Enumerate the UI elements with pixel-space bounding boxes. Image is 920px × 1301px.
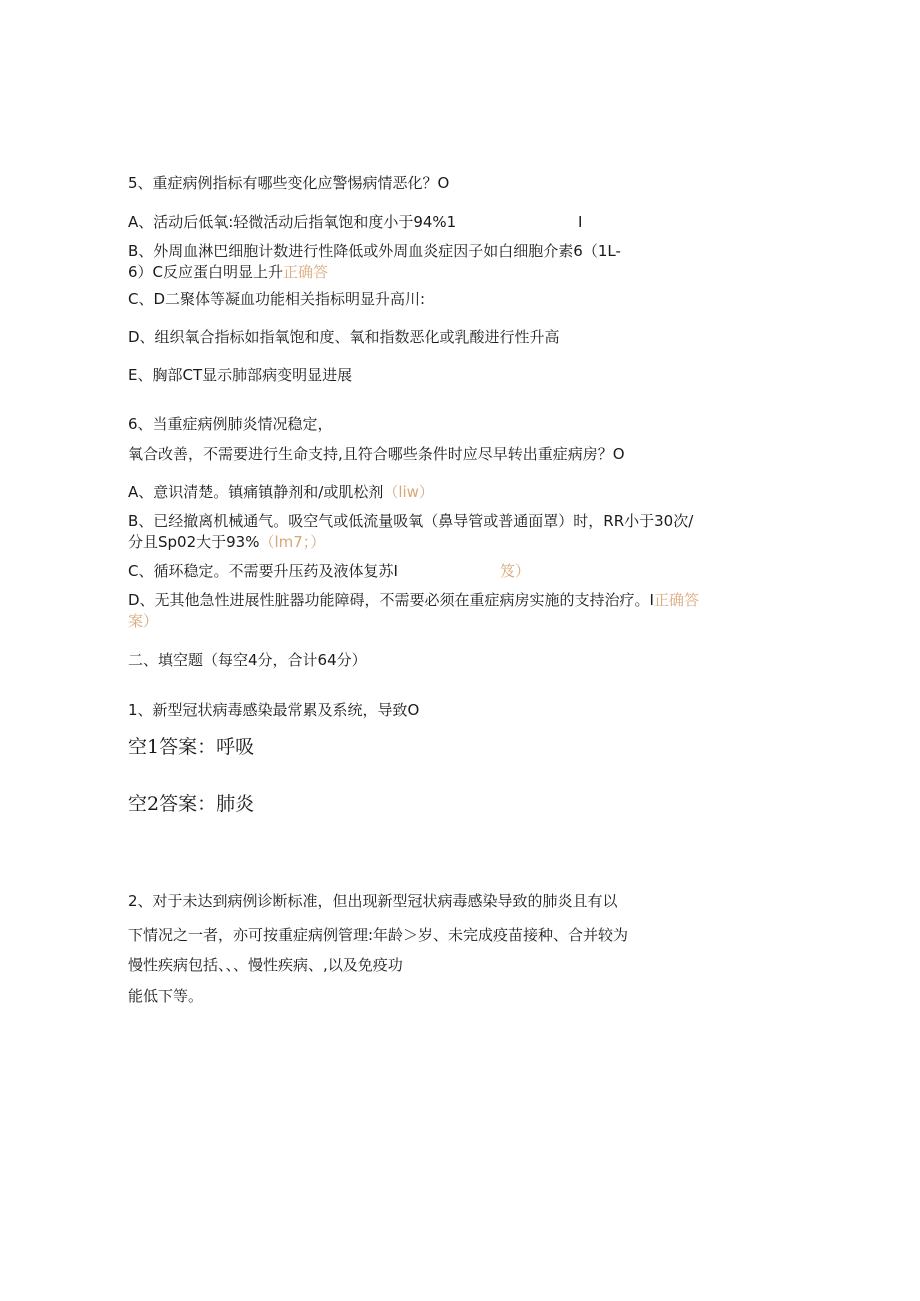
blank-1-answer: 空1答案：呼吸 xyxy=(128,736,255,758)
fill-question-2-line1: 2、对于未达到病例诊断标准，但出现新型冠状病毒感染导致的肺炎且有以 xyxy=(128,892,618,910)
option-6c: C、循环稳定。不需要升压药及液体复苏I xyxy=(128,562,398,580)
answer-marker-6a: （liw） xyxy=(383,483,434,501)
option-5a-text: A、活动后低氧:轻微活动后指氧饱和度小于94%1 xyxy=(128,213,457,231)
fill-question-2-line4: 能低下等。 xyxy=(128,987,204,1005)
option-5c: C、D二聚体等凝血功能相关指标明显升高川: xyxy=(128,290,426,308)
correct-answer-marker-6d-cont: 案） xyxy=(128,612,159,630)
option-5b-line2 xyxy=(128,262,328,282)
option-5d: D、组织氧合指标如指氧饱和度、氧和指数恶化或乳酸进行性升高 xyxy=(128,328,560,346)
answer-marker-6c: 笈） xyxy=(500,562,531,580)
option-5a xyxy=(128,212,456,232)
option-5b-text: 6）C反应蛋白明显上升 xyxy=(128,263,284,281)
option-5b-line1: B、外周血淋巴细胞计数进行性降低或外周血炎症因子如白细胞介素6（1L- xyxy=(128,242,621,260)
section-title: 二、填空题（每空4分，合计64分） xyxy=(128,651,367,669)
correct-answer-marker-6d: 正确答 xyxy=(653,591,699,609)
correct-answer-marker: 正确答 xyxy=(283,263,329,281)
option-6d-line1 xyxy=(128,590,699,610)
blank-2-answer: 空2答案：肺炎 xyxy=(128,793,255,815)
option-6a xyxy=(128,482,434,502)
option-6a-text: A、意识清楚。镇痛镇静剂和/或肌松剂 xyxy=(128,483,384,501)
question-6-stem-line2: 氧合改善，不需要进行生命支持,且符合哪些条件时应尽早转出重症病房？O xyxy=(128,445,625,463)
option-5e: E、胸部CT显示肺部病变明显进展 xyxy=(128,366,353,384)
answer-marker-6b: （lm7；） xyxy=(259,533,326,551)
question-6-stem-line1: 6、当重症病例肺炎情况稳定， xyxy=(128,415,333,433)
option-6b-line2 xyxy=(128,532,325,552)
fill-question-1-stem: 1、新型冠状病毒感染最常累及系统，导致O xyxy=(128,701,420,719)
question-5-stem: 5、重症病例指标有哪些变化应警惕病情恶化？O xyxy=(128,174,450,192)
option-6b-text: 分且Sp02大于93% xyxy=(128,533,260,551)
option-5a-mark: I xyxy=(578,213,583,231)
option-6b-line1: B、已经撤离机械通气。吸空气或低流量吸氧（鼻导管或普通面罩）时，RR小于30次/ xyxy=(128,512,694,530)
fill-question-2-line2: 下情况之一者，亦可按重症病例管理:年龄＞岁、未完成疫苗接种、合并较为 xyxy=(128,926,629,944)
fill-question-2-line3: 慢性疾病包括、、、慢性疾病、,以及免疫功 xyxy=(128,956,403,974)
option-6d-text: D、无其他急性进展性脏器功能障碍，不需要必须在重症病房实施的支持治疗。I xyxy=(128,591,654,609)
